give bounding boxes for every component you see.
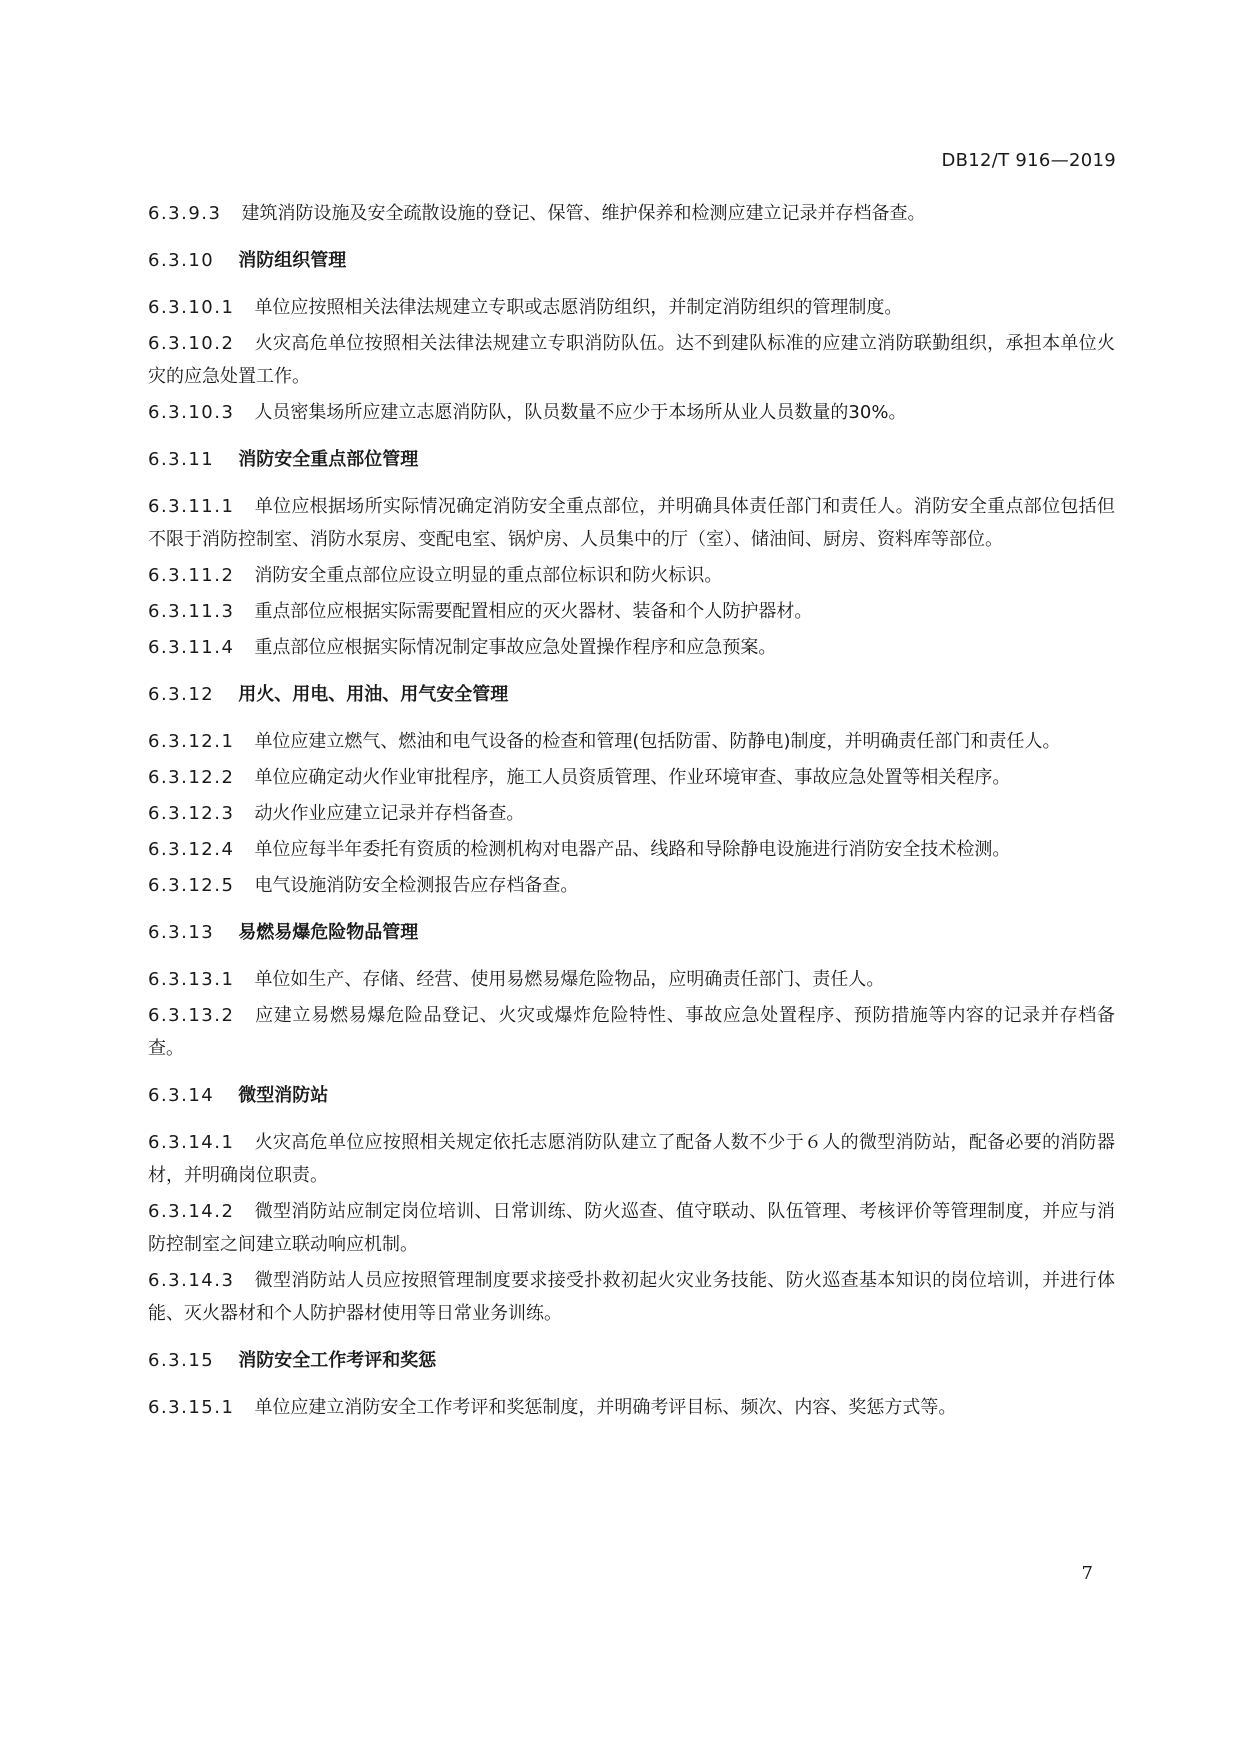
clause-text: 单位应建立燃气、燃油和电气设备的检查和管理(包括防雷、防静电)制度，并明确责任部门和责任人。	[254, 731, 1061, 752]
clause-number: 6.3.13.1	[148, 969, 235, 990]
section-heading	[148, 1079, 1115, 1112]
clause-number: 6.3.12.3	[148, 803, 235, 824]
section-title: 消防安全重点部位管理	[238, 449, 419, 470]
clause-number: 6.3.13.2	[148, 1005, 235, 1026]
clause-text: 火灾高危单位按照相关法律法规建立专职消防队伍。达不到建队标准的应建立消防联勤组织，承担本单位火灾的应急处置工作。	[148, 333, 1115, 387]
clause-number: 6.3.15.1	[148, 1397, 235, 1418]
clause-paragraph	[148, 631, 1115, 664]
clause-paragraph	[148, 490, 1115, 556]
clause-text: 重点部位应根据实际需要配置相应的灭火器材、装备和个人防护器材。	[254, 601, 813, 622]
clause-paragraph	[148, 1264, 1115, 1330]
section-heading	[148, 1344, 1115, 1377]
clause-text: 人员密集场所应建立志愿消防队，队员数量不应少于本场所从业人员数量的30%。	[254, 402, 907, 423]
clause-text: 应建立易燃易爆危险品登记、火灾或爆炸危险特性、事故应急处置程序、预防措施等内容的记录并存档备查。	[148, 1005, 1115, 1059]
clause-text: 火灾高危单位应按照相关规定依托志愿消防队建立了配备人数不少于６人的微型消防站，配备必要的消防器材，并明确岗位职责。	[148, 1132, 1115, 1186]
clause-text: 微型消防站应制定岗位培训、日常训练、防火巡查、值守联动、队伍管理、考核评价等管理制度，并应与消防控制室之间建立联动响应机制。	[148, 1201, 1115, 1255]
section-heading	[148, 678, 1115, 711]
section-title: 微型消防站	[238, 1085, 329, 1106]
clause-text: 单位应每半年委托有资质的检测机构对电器产品、线路和导除静电设施进行消防安全技术检测。	[254, 839, 1011, 860]
clause-paragraph	[148, 797, 1115, 830]
section-heading	[148, 244, 1115, 277]
clause-paragraph	[148, 1391, 1115, 1424]
clause-number: 6.3.12.4	[148, 839, 235, 860]
section-number: 6.3.10	[148, 250, 215, 271]
page-number: 7	[1081, 1563, 1093, 1584]
clause-number: 6.3.10.1	[148, 297, 235, 318]
section-title: 消防安全工作考评和奖惩	[238, 1350, 437, 1371]
section-number: 6.3.13	[148, 922, 215, 943]
clause-paragraph	[148, 999, 1115, 1065]
clause-paragraph	[148, 197, 1115, 230]
clause-paragraph	[148, 327, 1115, 393]
clause-number: 6.3.9.3	[148, 203, 222, 224]
clause-number: 6.3.14.2	[148, 1201, 235, 1222]
section-heading	[148, 916, 1115, 949]
clause-number: 6.3.11.1	[148, 496, 235, 517]
section-title: 易燃易爆危险物品管理	[238, 922, 419, 943]
document-code: DB12/T 916—2019	[941, 150, 1116, 171]
clause-paragraph	[148, 761, 1115, 794]
clause-text: 微型消防站人员应按照管理制度要求接受扑救初起火灾业务技能、防火巡查基本知识的岗位培训，并进行体能、灭火器材和个人防护器材使用等日常业务训练。	[148, 1270, 1115, 1324]
clause-paragraph	[148, 559, 1115, 592]
clause-text: 动火作业应建立记录并存档备查。	[254, 803, 525, 824]
clause-text: 单位应根据场所实际情况确定消防安全重点部位，并明确具体责任部门和责任人。消防安全重点部位包括但不限于消防控制室、消防水泵房、变配电室、锅炉房、人员集中的厅（室）、储油间、厨房、资料库等部位。	[148, 496, 1115, 550]
clause-paragraph	[148, 869, 1115, 902]
clause-text: 建筑消防设施及安全疏散设施的登记、保管、维护保养和检测应建立记录并存档备查。	[241, 203, 926, 224]
clause-paragraph	[148, 963, 1115, 996]
clause-number: 6.3.14.3	[148, 1270, 235, 1291]
clause-paragraph	[148, 833, 1115, 866]
clause-text: 重点部位应根据实际情况制定事故应急处置操作程序和应急预案。	[254, 637, 777, 658]
clause-paragraph	[148, 1195, 1115, 1261]
section-title: 消防组织管理	[238, 250, 347, 271]
section-heading	[148, 443, 1115, 476]
section-number: 6.3.11	[148, 449, 215, 470]
clause-text: 单位应建立消防安全工作考评和奖惩制度，并明确考评目标、频次、内容、奖惩方式等。	[254, 1397, 957, 1418]
clause-number: 6.3.12.5	[148, 875, 235, 896]
section-number: 6.3.15	[148, 1350, 215, 1371]
clause-number: 6.3.14.1	[148, 1132, 235, 1153]
clause-number: 6.3.11.2	[148, 565, 235, 586]
clause-number: 6.3.12.2	[148, 767, 235, 788]
clause-paragraph	[148, 396, 1115, 429]
clause-paragraph	[148, 291, 1115, 324]
clause-paragraph	[148, 595, 1115, 628]
clause-text: 电气设施消防安全检测报告应存档备查。	[254, 875, 579, 896]
section-number: 6.3.12	[148, 684, 215, 705]
clause-text: 单位如生产、存储、经营、使用易燃易爆危险物品，应明确责任部门、责任人。	[254, 969, 885, 990]
clause-number: 6.3.10.3	[148, 402, 235, 423]
clause-text: 单位应按照相关法律法规建立专职或志愿消防组织，并制定消防组织的管理制度。	[254, 297, 903, 318]
clause-text: 消防安全重点部位应设立明显的重点部位标识和防火标识。	[254, 565, 723, 586]
clause-number: 6.3.11.3	[148, 601, 235, 622]
clause-paragraph	[148, 725, 1115, 758]
document-body	[148, 197, 1115, 1427]
clause-number: 6.3.11.4	[148, 637, 235, 658]
clause-number: 6.3.12.1	[148, 731, 235, 752]
clause-paragraph	[148, 1126, 1115, 1192]
section-number: 6.3.14	[148, 1085, 215, 1106]
clause-number: 6.3.10.2	[148, 333, 235, 354]
clause-text: 单位应确定动火作业审批程序，施工人员资质管理、作业环境审查、事故应急处置等相关程序。	[254, 767, 1011, 788]
section-title: 用火、用电、用油、用气安全管理	[238, 684, 509, 705]
